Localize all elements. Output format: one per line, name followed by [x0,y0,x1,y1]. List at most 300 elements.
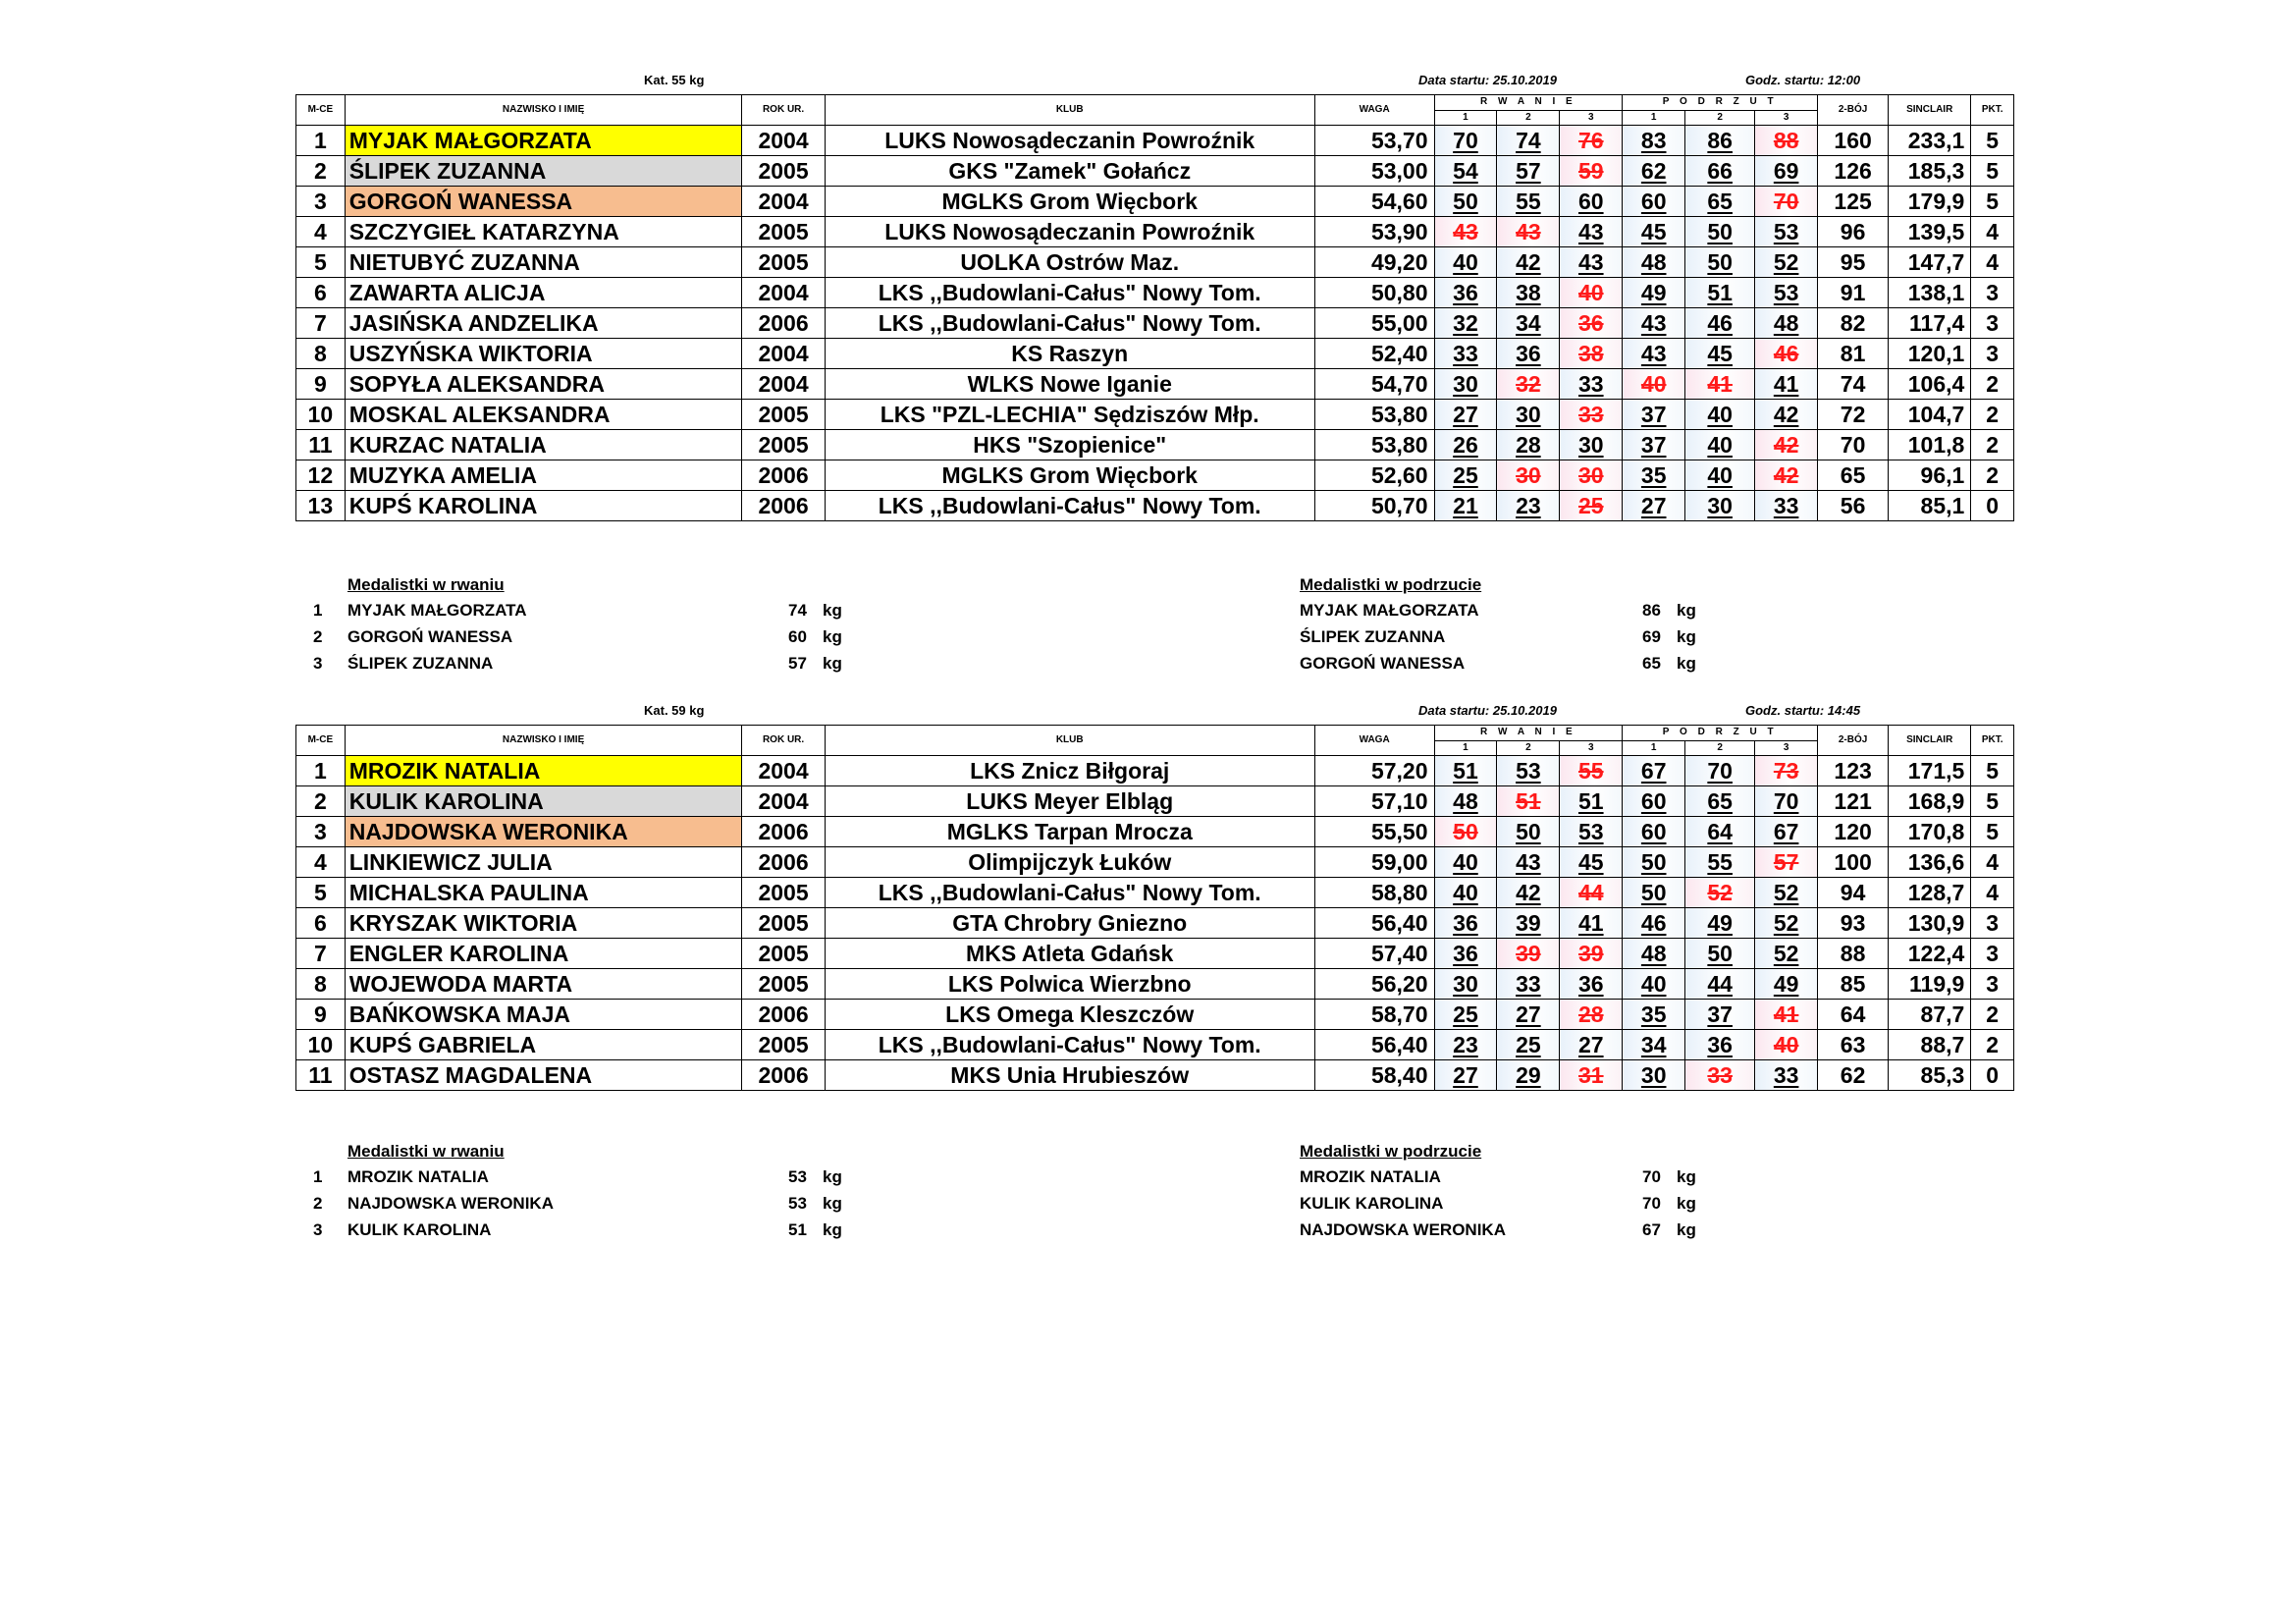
club-cell: KS Raszyn [825,339,1314,369]
total-cell: 123 [1818,756,1889,786]
snatch-medal-unit: kg [823,1167,842,1187]
snatch-attempt-2 [1497,1030,1560,1060]
cj-attempt-3 [1755,369,1818,400]
attempt-value: 66 [1707,158,1733,184]
place-cell: 1 [296,126,346,156]
snatch-medal-place: 2 [313,626,323,646]
attempt-value: 43 [1640,341,1667,366]
cj-attempt-1 [1623,247,1685,278]
snatch-attempt-2 [1497,756,1560,786]
attempt-value: 31 [1577,1062,1604,1088]
cj-attempt-1 [1623,187,1685,217]
header-snatch: R W A N I E [1434,95,1623,111]
body-weight-cell: 58,80 [1314,878,1434,908]
cj-attempt-2 [1685,1060,1755,1091]
athlete-name-cell: WOJEWODA MARTA [345,969,742,1000]
place-cell: 2 [296,786,346,817]
attempt-value: 33 [1577,402,1604,427]
place-cell: 6 [296,278,346,308]
attempt-value: 40 [1453,249,1478,275]
attempt-value: 25 [1577,493,1604,518]
cj-attempt-1 [1623,847,1685,878]
place-cell: 7 [296,308,346,339]
cj-attempt-3 [1755,491,1818,521]
points-cell: 2 [1971,400,2014,430]
header-cj-2: 2 [1685,110,1755,126]
points-cell: 3 [1971,939,2014,969]
club-cell: Olimpijczyk Łuków [825,847,1314,878]
points-cell: 5 [1971,786,2014,817]
header-total: 2-BÓJ [1818,726,1889,756]
attempt-value: 43 [1640,310,1667,336]
attempt-value: 55 [1577,758,1604,784]
attempt-value: 25 [1453,1001,1478,1027]
attempt-value: 67 [1773,819,1799,844]
attempt-value: 23 [1516,493,1541,518]
sinclair-cell: 85,1 [1889,491,1971,521]
total-cell: 95 [1818,247,1889,278]
attempt-value: 70 [1773,788,1799,814]
snatch-attempt-3 [1560,187,1623,217]
attempt-value: 49 [1773,971,1799,997]
cj-medal-unit: kg [1677,1167,1696,1187]
attempt-value: 25 [1453,462,1478,488]
snatch-attempt-3 [1560,908,1623,939]
club-cell: LUKS Nowosądeczanin Powroźnik [825,126,1314,156]
attempt-value: 40 [1707,402,1733,427]
snatch-medal-value: 60 [788,626,807,646]
snatch-attempt-2 [1497,969,1560,1000]
snatch-attempt-2 [1497,939,1560,969]
sinclair-cell: 87,7 [1889,1000,1971,1030]
attempt-value: 34 [1640,1032,1667,1057]
attempt-value: 33 [1453,341,1478,366]
attempt-value: 39 [1516,910,1541,936]
cj-medal-name: MROZIK NATALIA [1300,1167,1441,1187]
attempt-value: 46 [1773,341,1799,366]
points-cell: 5 [1971,817,2014,847]
snatch-attempt-2 [1497,1060,1560,1091]
attempt-value: 40 [1453,880,1478,905]
table-row [296,430,2014,460]
cj-attempt-1 [1623,817,1685,847]
attempt-value: 30 [1516,462,1541,488]
snatch-attempt-2 [1497,217,1560,247]
sinclair-cell: 117,4 [1889,308,1971,339]
sinclair-cell: 139,5 [1889,217,1971,247]
header-snatch-1: 1 [1434,740,1497,756]
cj-attempt-3 [1755,939,1818,969]
header-snatch-2: 2 [1497,110,1560,126]
club-cell: LKS ,,Budowlani-Całus" Nowy Tom. [825,878,1314,908]
total-cell: 63 [1818,1030,1889,1060]
sinclair-cell: 85,3 [1889,1060,1971,1091]
points-cell: 3 [1971,969,2014,1000]
cj-medal-value: 70 [1642,1167,1661,1187]
snatch-attempt-2 [1497,908,1560,939]
table-row [296,969,2014,1000]
snatch-attempt-3 [1560,217,1623,247]
cj-medal-name: ŚLIPEK ZUZANNA [1300,626,1446,646]
cj-attempt-2 [1685,1030,1755,1060]
header-points: PKT. [1971,95,2014,126]
club-cell: LKS "PZL-LECHIA" Sędziszów Młp. [825,400,1314,430]
club-cell: LKS ,,Budowlani-Całus" Nowy Tom. [825,491,1314,521]
attempt-value: 40 [1640,371,1667,397]
attempt-value: 27 [1453,1062,1478,1088]
attempt-value: 74 [1516,128,1541,153]
attempt-value: 50 [1453,189,1478,214]
birth-year-cell: 2004 [742,786,825,817]
total-cell: 85 [1818,969,1889,1000]
total-cell: 88 [1818,939,1889,969]
attempt-value: 40 [1640,971,1667,997]
points-cell: 2 [1971,430,2014,460]
header-weight: WAGA [1314,95,1434,126]
snatch-attempt-1 [1434,278,1497,308]
body-weight-cell: 57,20 [1314,756,1434,786]
header-name: NAZWISKO I IMIĘ [345,95,742,126]
total-cell: 65 [1818,460,1889,491]
body-weight-cell: 59,00 [1314,847,1434,878]
cj-attempt-3 [1755,126,1818,156]
table-row [296,939,2014,969]
attempt-value: 48 [1640,941,1667,966]
snatch-attempt-1 [1434,126,1497,156]
attempt-value: 51 [1577,788,1604,814]
snatch-attempt-2 [1497,430,1560,460]
snatch-medal-place: 3 [313,653,323,673]
snatch-attempt-2 [1497,369,1560,400]
snatch-attempt-1 [1434,430,1497,460]
body-weight-cell: 52,40 [1314,339,1434,369]
place-cell: 10 [296,400,346,430]
cj-attempt-1 [1623,460,1685,491]
birth-year-cell: 2005 [742,430,825,460]
sinclair-cell: 233,1 [1889,126,1971,156]
club-cell: LKS ,,Budowlani-Całus" Nowy Tom. [825,1030,1314,1060]
snatch-attempt-1 [1434,217,1497,247]
header-snatch-2: 2 [1497,740,1560,756]
attempt-value: 30 [1640,1062,1667,1088]
total-cell: 74 [1818,369,1889,400]
snatch-attempt-3 [1560,308,1623,339]
body-weight-cell: 52,60 [1314,460,1434,491]
club-cell: WLKS Nowe Iganie [825,369,1314,400]
athlete-name-cell: KRYSZAK WIKTORIA [345,908,742,939]
cj-medal-name: MYJAK MAŁGORZATA [1300,600,1479,620]
attempt-value: 41 [1773,1001,1799,1027]
attempt-value: 33 [1707,1062,1733,1088]
points-cell: 2 [1971,1000,2014,1030]
club-cell: LKS Polwica Wierzbno [825,969,1314,1000]
sinclair-cell: 88,7 [1889,1030,1971,1060]
attempt-value: 52 [1707,880,1733,905]
attempt-value: 40 [1453,849,1478,875]
place-cell: 4 [296,847,346,878]
cj-attempt-3 [1755,1060,1818,1091]
snatch-attempt-2 [1497,187,1560,217]
cj-attempt-3 [1755,400,1818,430]
attempt-value: 54 [1453,158,1478,184]
snatch-attempt-2 [1497,460,1560,491]
attempt-value: 48 [1640,249,1667,275]
points-cell: 4 [1971,247,2014,278]
cj-attempt-3 [1755,430,1818,460]
snatch-attempt-1 [1434,491,1497,521]
attempt-value: 42 [1516,880,1541,905]
club-cell: LKS Znicz Biłgoraj [825,756,1314,786]
club-cell: LUKS Meyer Elbląg [825,786,1314,817]
birth-year-cell: 2006 [742,308,825,339]
table-row [296,460,2014,491]
birth-year-cell: 2005 [742,878,825,908]
attempt-value: 43 [1577,249,1604,275]
attempt-value: 45 [1640,219,1667,244]
sinclair-cell: 147,7 [1889,247,1971,278]
attempt-value: 30 [1577,432,1604,458]
cj-attempt-3 [1755,460,1818,491]
table-row [296,217,2014,247]
snatch-attempt-2 [1497,786,1560,817]
cj-attempt-1 [1623,491,1685,521]
attempt-value: 26 [1453,432,1478,458]
cj-attempt-3 [1755,339,1818,369]
attempt-value: 64 [1707,819,1733,844]
points-cell: 2 [1971,369,2014,400]
header-weight: WAGA [1314,726,1434,756]
snatch-medal-place: 2 [313,1194,323,1214]
place-cell: 11 [296,1060,346,1091]
snatch-attempt-3 [1560,939,1623,969]
cj-attempt-1 [1623,217,1685,247]
snatch-medal-value: 51 [788,1220,807,1240]
cj-medal-value: 70 [1642,1194,1661,1214]
total-cell: 70 [1818,430,1889,460]
snatch-attempt-1 [1434,308,1497,339]
header-cj-3: 3 [1755,110,1818,126]
attempt-value: 53 [1577,819,1604,844]
attempt-value: 67 [1640,758,1667,784]
points-cell: 4 [1971,217,2014,247]
cj-attempt-1 [1623,1030,1685,1060]
cj-attempt-1 [1623,756,1685,786]
birth-year-cell: 2005 [742,217,825,247]
snatch-attempt-3 [1560,1060,1623,1091]
cj-attempt-2 [1685,156,1755,187]
body-weight-cell: 57,10 [1314,786,1434,817]
attempt-value: 21 [1453,493,1478,518]
attempt-value: 49 [1707,910,1733,936]
attempt-value: 53 [1516,758,1541,784]
place-cell: 5 [296,878,346,908]
attempt-value: 36 [1577,310,1604,336]
place-cell: 4 [296,217,346,247]
place-cell: 9 [296,369,346,400]
attempt-value: 43 [1516,219,1541,244]
table-row [296,1000,2014,1030]
snatch-attempt-3 [1560,847,1623,878]
athlete-name-cell: MICHALSKA PAULINA [345,878,742,908]
cj-attempt-2 [1685,400,1755,430]
attempt-value: 27 [1640,493,1667,518]
snatch-attempt-2 [1497,400,1560,430]
snatch-attempt-3 [1560,126,1623,156]
athlete-name-cell: GORGOŃ WANESSA [345,187,742,217]
club-cell: MKS Atleta Gdańsk [825,939,1314,969]
snatch-attempt-1 [1434,939,1497,969]
attempt-value: 50 [1516,819,1541,844]
snatch-medal-unit: kg [823,653,842,673]
body-weight-cell: 56,40 [1314,1030,1434,1060]
table-row [296,847,2014,878]
table-row [296,1060,2014,1091]
attempt-value: 27 [1453,402,1478,427]
header-name: NAZWISKO I IMIĘ [345,726,742,756]
body-weight-cell: 54,70 [1314,369,1434,400]
cj-attempt-2 [1685,278,1755,308]
header-sinclair: SINCLAIR [1889,95,1971,126]
cj-attempt-3 [1755,187,1818,217]
total-cell: 81 [1818,339,1889,369]
snatch-medal-place: 1 [313,1167,323,1187]
snatch-medal-value: 53 [788,1167,807,1187]
snatch-medal-unit: kg [823,1194,842,1214]
sinclair-cell: 128,7 [1889,878,1971,908]
table-row [296,247,2014,278]
place-cell: 1 [296,756,346,786]
attempt-value: 35 [1640,1001,1667,1027]
table-row [296,369,2014,400]
snatch-attempt-3 [1560,878,1623,908]
cj-attempt-2 [1685,817,1755,847]
cj-attempt-2 [1685,430,1755,460]
club-cell: HKS "Szopienice" [825,430,1314,460]
points-cell: 5 [1971,756,2014,786]
table-row [296,156,2014,187]
attempt-value: 41 [1707,371,1733,397]
attempt-value: 45 [1707,341,1733,366]
attempt-value: 30 [1516,402,1541,427]
attempt-value: 53 [1773,219,1799,244]
club-cell: MGLKS Grom Więcbork [825,187,1314,217]
snatch-attempt-3 [1560,460,1623,491]
snatch-attempt-1 [1434,339,1497,369]
table-row [296,756,2014,786]
table-row [296,400,2014,430]
snatch-medal-value: 53 [788,1194,807,1214]
header-place: M-CE [296,95,346,126]
cj-attempt-1 [1623,156,1685,187]
snatch-attempt-3 [1560,491,1623,521]
attempt-value: 52 [1773,880,1799,905]
cj-attempt-3 [1755,786,1818,817]
club-cell: GTA Chrobry Gniezno [825,908,1314,939]
body-weight-cell: 53,70 [1314,126,1434,156]
cj-attempt-1 [1623,969,1685,1000]
attempt-value: 50 [1707,219,1733,244]
snatch-medalists-title: Medalistki w rwaniu [347,574,505,594]
cj-attempt-1 [1623,400,1685,430]
total-cell: 72 [1818,400,1889,430]
attempt-value: 44 [1577,880,1604,905]
sinclair-cell: 122,4 [1889,939,1971,969]
snatch-medal-place: 3 [313,1220,323,1240]
attempt-value: 36 [1453,910,1478,936]
body-weight-cell: 56,20 [1314,969,1434,1000]
snatch-attempt-2 [1497,491,1560,521]
snatch-attempt-3 [1560,817,1623,847]
attempt-value: 30 [1577,462,1604,488]
cj-attempt-2 [1685,247,1755,278]
attempt-value: 86 [1707,128,1733,153]
snatch-attempt-1 [1434,786,1497,817]
cj-medal-name: GORGOŃ WANESSA [1300,653,1466,673]
birth-year-cell: 2006 [742,817,825,847]
results-body [296,126,2014,521]
results-table [295,725,2014,1091]
cj-attempt-2 [1685,187,1755,217]
total-cell: 94 [1818,878,1889,908]
start-time: Godz. startu: 12:00 [1745,73,1861,87]
header-club: KLUB [825,726,1314,756]
attempt-value: 39 [1516,941,1541,966]
table-row [296,786,2014,817]
attempt-value: 52 [1773,941,1799,966]
snatch-medalists-title: Medalistki w rwaniu [347,1142,505,1162]
points-cell: 4 [1971,847,2014,878]
attempt-value: 83 [1640,128,1667,153]
snatch-medal-name: MROZIK NATALIA [347,1167,489,1187]
club-cell: MGLKS Tarpan Mrocza [825,817,1314,847]
snatch-attempt-1 [1434,847,1497,878]
athlete-name-cell: BAŃKOWSKA MAJA [345,1000,742,1030]
body-weight-cell: 53,80 [1314,430,1434,460]
attempt-value: 50 [1640,849,1667,875]
snatch-attempt-1 [1434,756,1497,786]
attempt-value: 51 [1453,758,1478,784]
attempt-value: 48 [1453,788,1478,814]
total-cell: 96 [1818,217,1889,247]
attempt-value: 33 [1516,971,1541,997]
cj-medal-value: 86 [1642,600,1661,620]
cj-attempt-3 [1755,156,1818,187]
attempt-value: 51 [1516,788,1541,814]
table-row [296,1030,2014,1060]
cj-attempt-2 [1685,339,1755,369]
birth-year-cell: 2004 [742,187,825,217]
body-weight-cell: 53,00 [1314,156,1434,187]
attempt-value: 76 [1577,128,1604,153]
snatch-medal-name: MYJAK MAŁGORZATA [347,600,527,620]
snatch-attempt-3 [1560,278,1623,308]
table-row [296,126,2014,156]
attempt-value: 59 [1577,158,1604,184]
attempt-value: 73 [1773,758,1799,784]
table-row [296,339,2014,369]
snatch-attempt-1 [1434,878,1497,908]
cj-attempt-2 [1685,878,1755,908]
attempt-value: 30 [1453,971,1478,997]
birth-year-cell: 2006 [742,491,825,521]
header-cj-1: 1 [1623,110,1685,126]
header-cj-1: 1 [1623,740,1685,756]
attempt-value: 36 [1707,1032,1733,1057]
start-time: Godz. startu: 14:45 [1745,703,1861,718]
cj-medal-unit: kg [1677,653,1696,673]
cj-attempt-3 [1755,756,1818,786]
total-cell: 160 [1818,126,1889,156]
